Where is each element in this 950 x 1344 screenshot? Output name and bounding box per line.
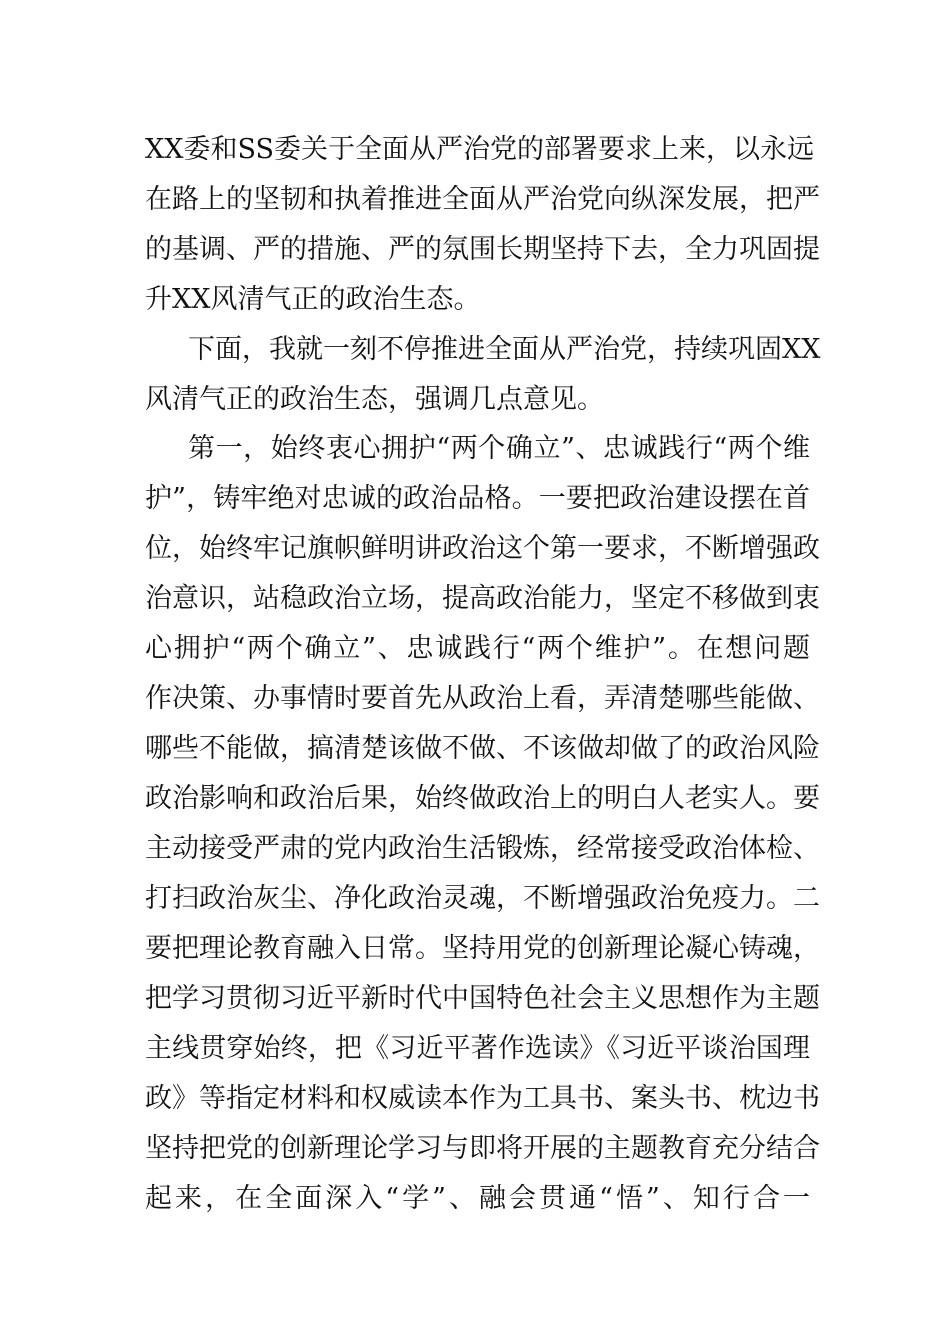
text-line: 起来，在全面深入“学”、融会贯通“悟”、知行合一 <box>145 1183 810 1214</box>
text-line: 作决策、办事情时要首先从政治上看，弄清楚哪些能做、 <box>145 683 820 714</box>
text-line: 升XX风清气正的政治生态。 <box>145 284 481 315</box>
text-line: 下面，我就一刻不停推进全面从严治党，持续巩固XX <box>188 334 821 365</box>
text-line: 打扫政治灰尘、净化政治灵魂，不断增强政治免疫力。二 <box>145 883 820 914</box>
text-line: 风清气正的政治生态，强调几点意见。 <box>145 384 604 415</box>
text-line: 主线贯穿始终，把《习近平著作选读》《习近平谈治国理 <box>145 1033 810 1064</box>
text-line: 第一，始终衷心拥护“两个确立”、忠诚践行“两个维 <box>188 433 810 464</box>
text-line: 护”，铸牢绝对忠诚的政治品格。一要把政治建设摆在首 <box>145 483 810 514</box>
text-line: 把学习贯彻习近平新时代中国特色社会主义思想作为主题 <box>145 983 820 1014</box>
text-line: 心拥护“两个确立”、忠诚践行“两个维护”。在想问题 <box>145 633 810 664</box>
text-line: XX委和SS委关于全面从严治党的部署要求上来，以永远 <box>145 134 814 165</box>
text-line: 哪些不能做，搞清楚该做不做、不该做却做了的政治风险 <box>145 733 820 764</box>
text-line: 政》等指定材料和权威读本作为工具书、案头书、枕边书 <box>145 1083 820 1114</box>
text-line: 位，始终牢记旗帜鲜明讲政治这个第一要求，不断增强政 <box>145 533 820 564</box>
text-line: 要把理论教育融入日常。坚持用党的创新理论凝心铸魂， <box>145 933 820 964</box>
text-line: 的基调、严的措施、严的氛围长期坚持下去，全力巩固提 <box>145 234 820 265</box>
text-line: 政治影响和政治后果，始终做政治上的明白人老实人。要 <box>145 783 820 814</box>
text-line: 主动接受严肃的党内政治生活锻炼，经常接受政治体检、 <box>145 833 820 864</box>
text-line: 在路上的坚韧和执着推进全面从严治党向纵深发展，把严 <box>145 184 820 215</box>
text-line: 治意识，站稳政治立场，提高政治能力，坚定不移做到衷 <box>145 583 820 614</box>
text-line: 坚持把党的创新理论学习与即将开展的主题教育充分结合 <box>145 1133 820 1164</box>
